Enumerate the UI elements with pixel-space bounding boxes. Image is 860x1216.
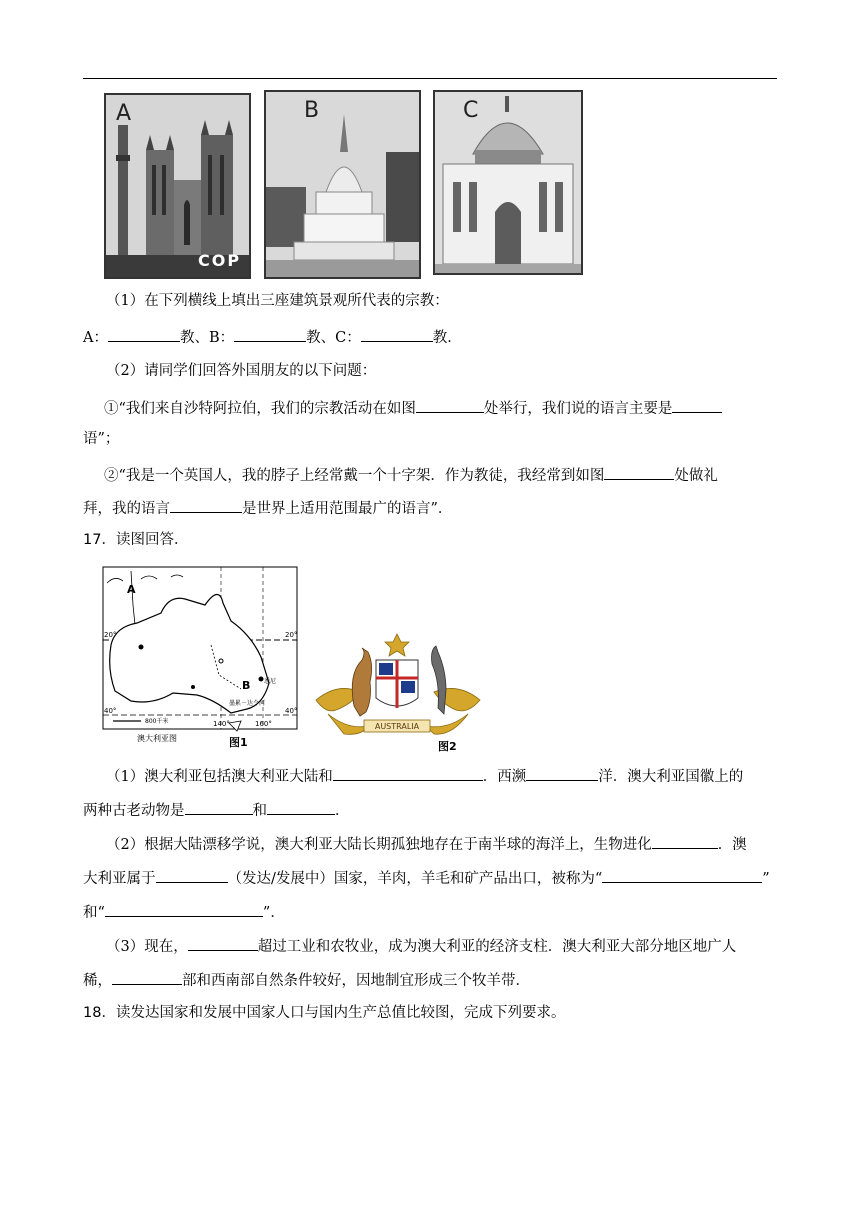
photo-a-label: A [116,101,132,126]
q17-part1-line1: （1）澳大利亚包括澳大利亚大陆和 ．西濒 洋．澳大利亚国徽上的 [106,764,743,788]
q17-part2-line2: 大利亚属于 （发达/发展中）国家，羊肉，羊毛和矿产品出口，被称为“ ” [83,866,770,890]
photo-b-label: B [304,98,320,123]
q16-part2-intro: （2）请同学们回答外国朋友的以下问题： [106,363,377,379]
answer-blank-ocean[interactable] [526,764,598,781]
answer-blank-animal-1[interactable] [185,798,253,815]
map-lat-20-right: 20° [285,631,298,639]
map-scale-text: 800千米 [145,718,169,725]
q16-part2-q2: ②“我是一个英国人，我的脖子上经常戴一个十字架．作为教徒，我经常到如图 处做礼 [104,463,718,487]
q17-number: 17． [83,532,116,548]
photo-a-caption: COP [198,251,242,270]
answer-blank-nickname-2[interactable] [105,900,263,917]
answer-blank-language-1[interactable] [672,396,722,413]
answer-blank-place-2[interactable] [604,463,674,480]
answer-blank-c[interactable] [361,325,433,342]
coat-of-arms-figure [308,630,486,754]
answer-blank-evolution[interactable] [652,832,718,849]
map-caption: 澳大利亚图 [137,734,177,743]
q16-part2-q1-end: 语”； [83,431,120,447]
map-figure-label: 图1 [229,736,248,749]
q17-part2-line3: 和“ ”． [83,900,285,924]
answer-blank-place-1[interactable] [416,396,484,413]
q16-part1-intro: （1）在下列横线上填出三座建筑景观所代表的宗教： [106,293,449,309]
map-lon-160: 160° [255,720,272,728]
answer-blank-region[interactable] [112,968,182,985]
photo-b-stupa [264,90,421,279]
q18-heading [83,1002,565,1024]
map-label-b: B [242,679,251,692]
answer-blank-a[interactable] [108,325,180,342]
answer-blank-industry[interactable] [188,934,258,951]
q17-part3-line1: （3）现在， 超过工业和农牧业，成为澳大利亚的经济支柱．澳大利亚大部分地区地广人 [106,934,736,958]
photo-c-mosque [433,90,583,275]
q17-title: 读图回答． [115,532,189,548]
emblem-banner-text: AUSTRALIA [374,722,420,731]
q16-part2-q2-cont: 拜，我的语言 是世界上适用范围最广的语言”． [83,496,452,520]
q17-part2-line1: （2）根据大陆漂移学说，澳大利亚大陆长期孤独地存在于南半球的海洋上，生物进化 ．澳 [106,832,747,856]
coat-of-arms-svg [308,630,486,754]
photo-c-label: C [463,98,479,123]
answer-blank-country-type[interactable] [156,866,228,883]
answer-blank-language-2[interactable] [170,496,242,513]
australia-map-figure [101,565,301,753]
q18-text: 读发达国家和发展中国家人口与国内生产总值比较图，完成下列要求。 [115,1005,566,1021]
map-place-sydney: 悉尼 [264,678,277,685]
q17-heading [83,529,188,551]
answer-blank-animal-2[interactable] [267,798,335,815]
map-lon-140: 140° [213,720,230,728]
australia-map-svg [101,565,301,753]
answer-blank-island[interactable] [333,764,483,781]
q16-part1-answers: A： 教、B： 教、C： 教． [83,325,462,349]
emblem-figure-label: 图2 [438,740,457,753]
map-lat-40-left: 40° [104,707,117,715]
q18-number: 18． [83,1005,116,1021]
photo-a-gothic-church [104,93,251,279]
q16-part2-q1: ①“我们来自沙特阿拉伯，我们的宗教活动在如图 处举行，我们说的语言主要是 [104,396,722,420]
map-label-a: A [127,583,136,596]
answer-blank-nickname-1[interactable] [602,866,762,883]
header-rule [83,78,777,79]
map-place-murray: 墨累－达令河 [229,700,266,707]
map-lat-40-right: 40° [285,707,298,715]
map-lat-20-left: 20° [104,631,117,639]
q17-part3-line2: 稀， 部和西南部自然条件较好，因地制宜形成三个牧羊带． [83,968,530,992]
q17-part1-line2: 两种古老动物是 和 ． [83,798,350,822]
answer-blank-b[interactable] [234,325,306,342]
